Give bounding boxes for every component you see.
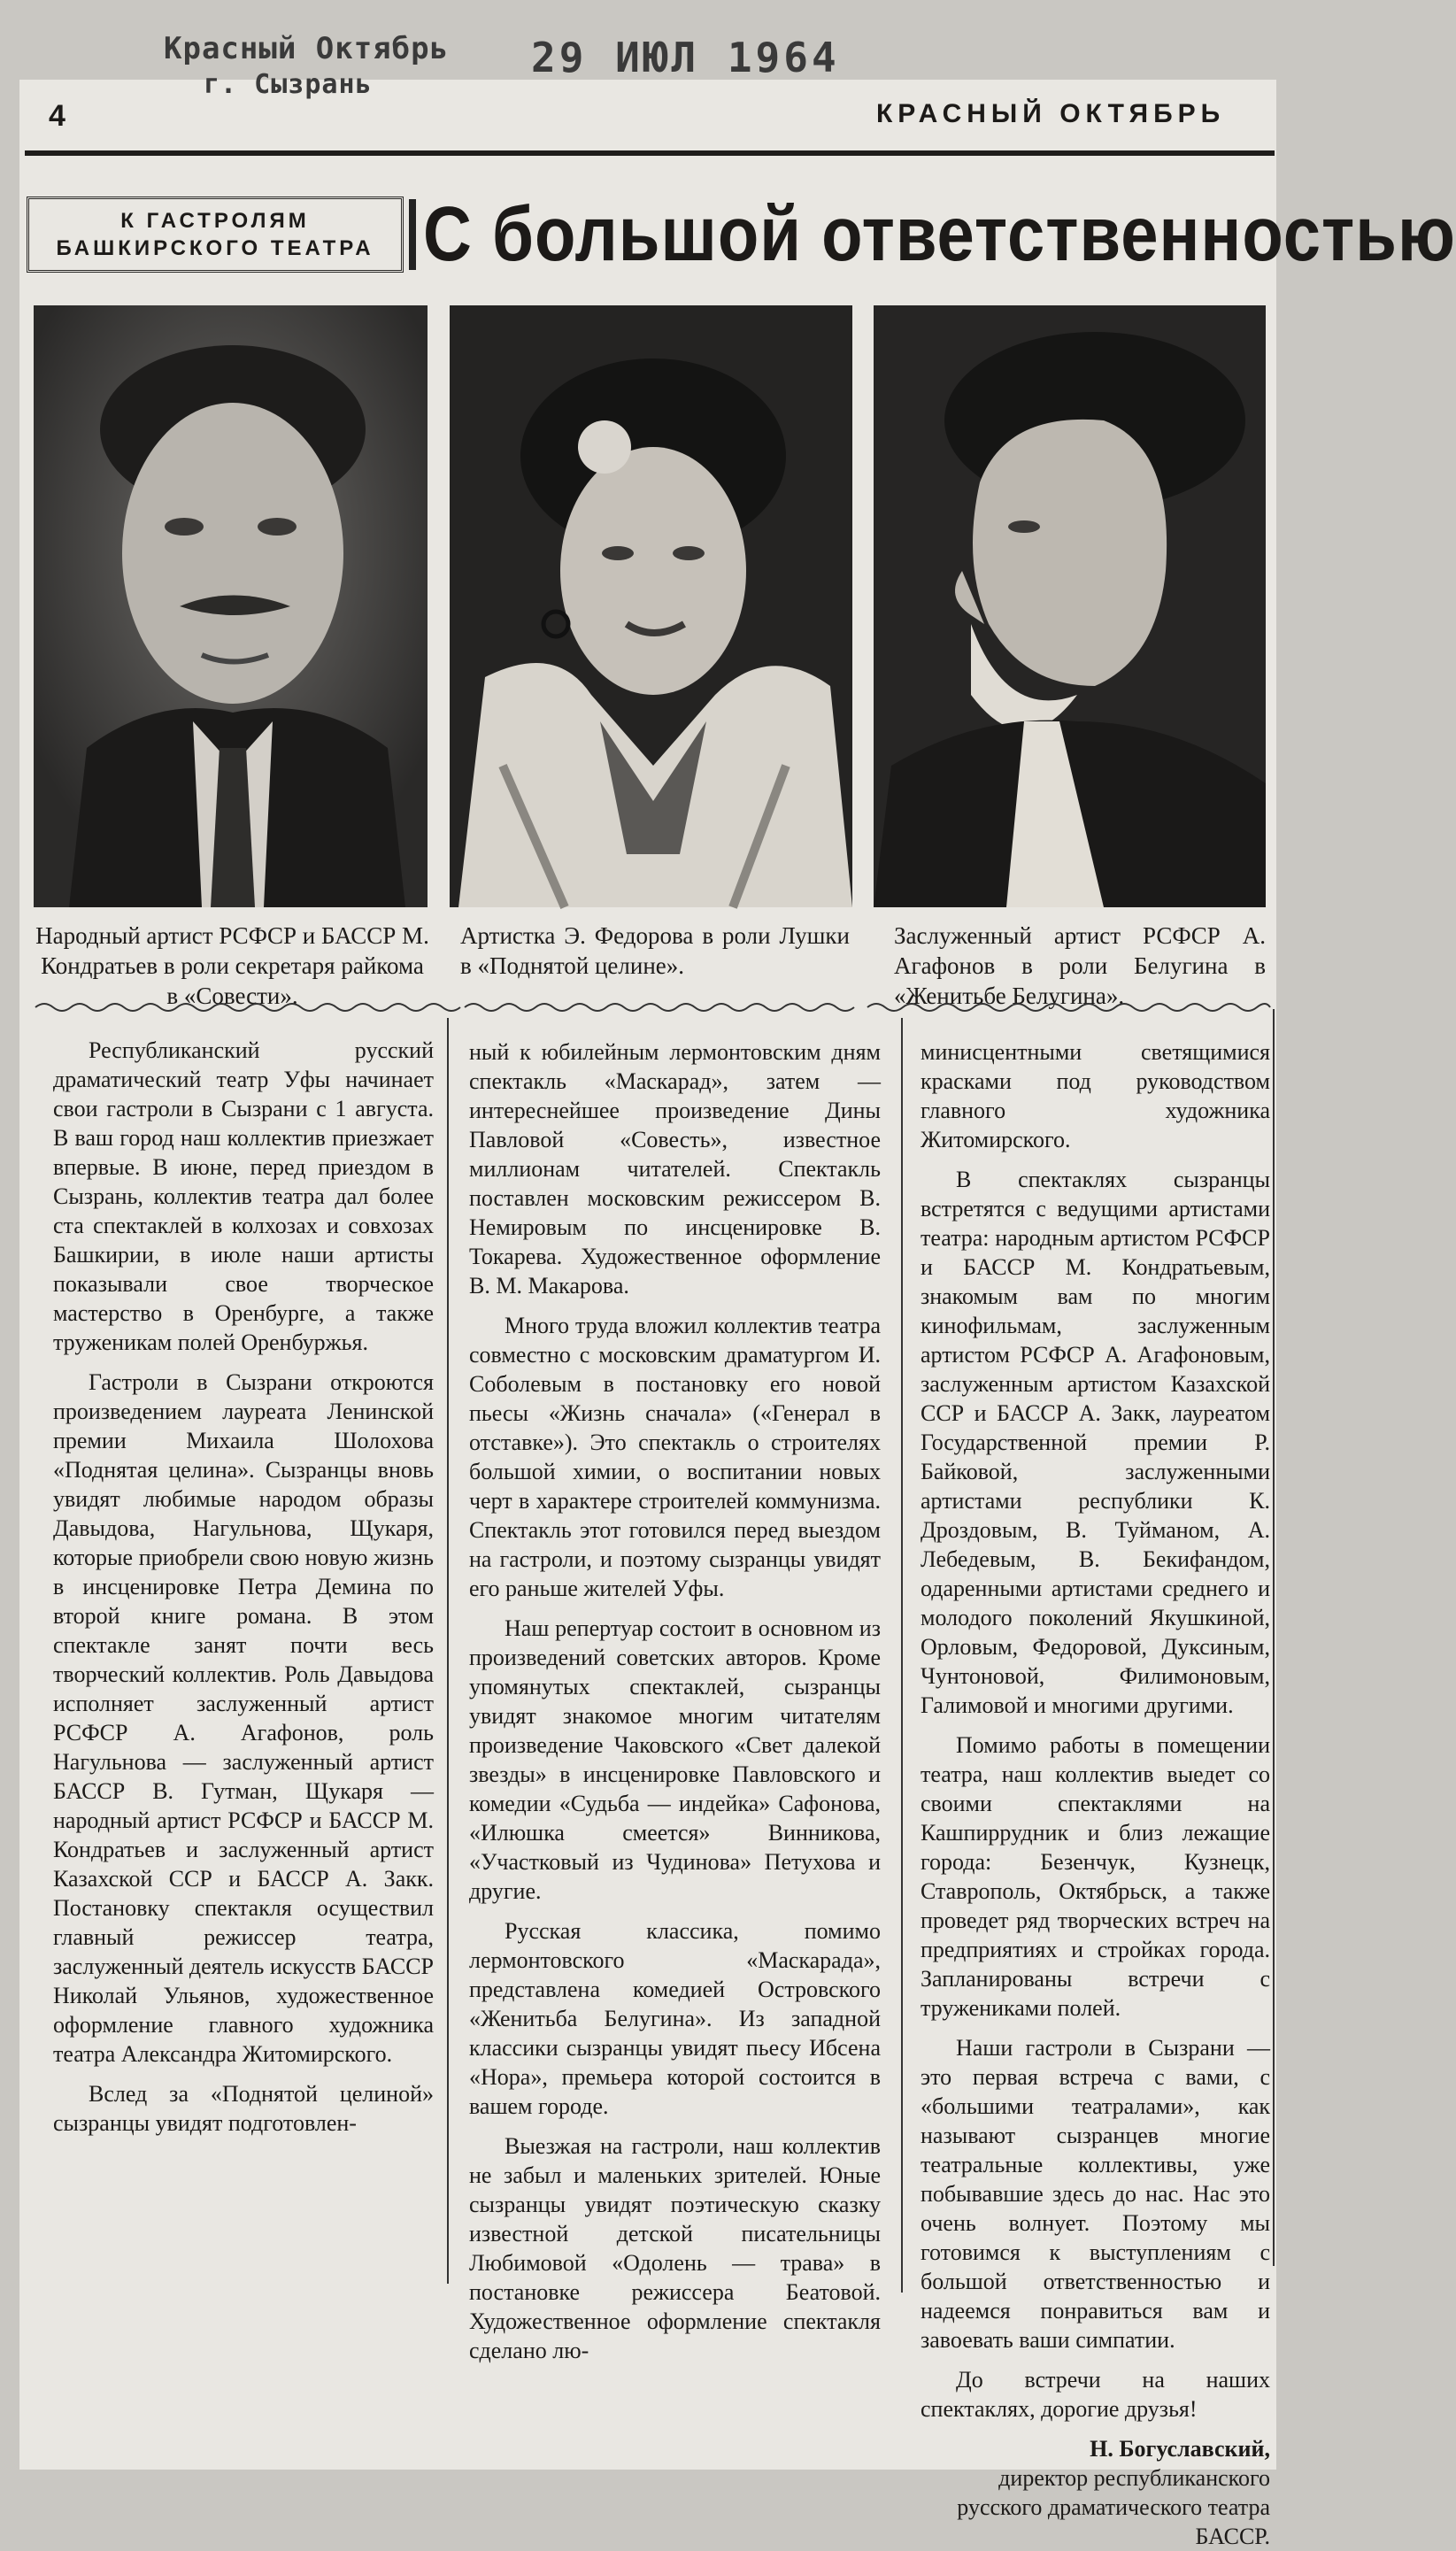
stamp-city: г. Сызрань <box>204 69 373 100</box>
paragraph: Вслед за «Поднятой целиной» сызранцы увидят подготовлен- <box>53 2081 434 2136</box>
paragraph: До встречи на наших спектаклях, дорогие друзья! <box>921 2367 1270 2422</box>
paragraph: Наш репертуар состоит в основном из произведений советских авторов. Кроме упомянутых спектаклей, сызранцы увидят знакомое многим читателям произведение Чаковского «Свет далекой звезды» в инсценировке Павловского и комедии «Судьба — индейка» Сафонова, «Илюшка смеется» Винникова, «Участковый из Чудинова» Петухова и другие. <box>469 1615 881 1904</box>
caption-photo-1: Народный артист РСФСР и БАССР М. Кондратьев в роли секретаря райкома в «Совести». <box>35 922 429 1009</box>
paragraph: Помимо работы в помещении театра, наш коллектив выедет со своими спектаклями на Кашпиррудник и близ лежащие города: Безенчук, Кузнецк, Ставрополь, Октябрьск, а также проведет ряд творческих встреч на предприятиях и стройках города. Запланированы встречи с тружениками полей. <box>921 1732 1270 2021</box>
paragraph: Наши гастроли в Сызрани — это первая встреча с вами, с «большими театралами», как называют сызранцев многие театральные коллективы, уже побывавшие здесь до нас. Нас это очень волнует. Поэтому мы готовимся к выступлениям с большой ответственностью и надеемся понравиться вам и завоевать ваши симпатии. <box>921 2035 1270 2353</box>
article-column-2 <box>469 1037 881 2471</box>
article-column-1 <box>53 1036 434 2266</box>
signature-block <box>921 2434 1270 2551</box>
caption-photo-2: Артистка Э. Федорова в роли Лушки в «Поднятой целине». <box>460 922 850 979</box>
section-kicker <box>27 197 404 273</box>
signature-name: Н. Богуславский, <box>1090 2436 1270 2462</box>
photo-agafonov <box>874 305 1266 907</box>
paragraph: Русская классика, помимо лермонтовского «Маскарада», представлена комедией Островского «Женитьба Белугина». Из западной классики сызранцы увидят пьесу Ибсена «Нора», премьера которой состоится в вашем городе. <box>469 1918 881 2119</box>
wavy-separator-left <box>35 998 460 1016</box>
kicker-line-2: БАШКИРСКОГО ТЕАТРА <box>56 236 374 260</box>
wavy-separator-right <box>867 998 1270 1016</box>
wavy-separator-middle <box>465 998 854 1016</box>
photo-kondratyev <box>34 305 428 907</box>
masthead: КРАСНЫЙ ОКТЯБРЬ <box>876 99 1226 128</box>
headline: С большой ответственностью <box>423 190 1456 278</box>
paragraph: Гастроли в Сызрани откроются произведением лауреата Ленинской премии Михаила Шолохова «Поднятая целина». Сызранцы вновь увидят любимые народом образы Давыдова, Нагульнова, Щукаря, которые приобрели свою новую жизнь в инсценировке Петра Демина по второй книге романа. В этом спектакле занят почти весь творческий коллектив. Роль Давыдова исполняет заслуженный артист РСФСР А. Агафонов, роль Нагульнова — заслуженный артист БАССР В. Гутман, Щукаря — народный артист РСФСР и БАССР М. Кондратьев и заслуженный артист Казахской ССР и БАССР А. Закк. Постановку спектакля осуществил главный режиссер театра, заслуженный деятель искусств БАССР Николай Ульянов, художественное оформление главного художника театра Александра Житомирского. <box>53 1369 434 2067</box>
page-number: 4 <box>49 99 65 133</box>
photo-fedorova <box>450 305 852 907</box>
paragraph: Много труда вложил коллектив театра совместно с московским драматургом И. Соболевым в постановку его новой пьесы «Жизнь сначала» («Генерал в отставке»). Это спектакль о строителях большой химии, о воспитании новых черт в характере строителей коммунизма. Спектакль этот готовился перед выездом на гастроли, и поэтому сызранцы увидят его раньше жителей Уфы. <box>469 1313 881 1601</box>
column-rule-2 <box>901 1018 903 2293</box>
headline-divider <box>409 199 416 270</box>
header-rule <box>25 150 1275 156</box>
paragraph: минисцентными светящимися красками под руководством главного художника Житомирского. <box>921 1039 1270 1152</box>
stamp-date: 29 ИЮЛ 1964 <box>531 34 840 81</box>
stamp-newspaper-name: Красный Октябрь <box>164 31 450 66</box>
paragraph: Республиканский русский драматический театр Уфы начинает свои гастроли в Сызрани с 1 августа. В ваш город наш коллектив приезжает впервые. В июне, перед приездом в Сызрань, коллектив театра дал более ста спектаклей в колхозах и совхозах Башкирии, в июле наши артисты показывали свое творческое мастерство в Оренбурге, а также труженикам полей Оренбуржья. <box>53 1037 434 1355</box>
column-rule-1 <box>447 1018 449 2284</box>
article-column-3 <box>921 1037 1270 2549</box>
caption-photo-3: Заслуженный артист РСФСР А. Агафонов в роли Белугина в «Женитьбе Белугина». <box>894 922 1266 1009</box>
kicker-line-1: К ГАСТРОЛЯМ <box>120 208 310 233</box>
signature-title: директор республиканского русского драматического театра БАССР. <box>957 2465 1270 2549</box>
paragraph: ный к юбилейным лермонтовским дням спектакль «Маскарад», затем — интереснейшее произведение Дины Павловой «Совесть», известное миллионам читателей. Спектакль поставлен московским режиссером В. Немировым по инсценировке В. Токарева. Художественное оформление В. М. Макарова. <box>469 1039 881 1299</box>
paragraph: Выезжая на гастроли, наш коллектив не забыл и маленьких зрителей. Юные сызранцы увидят поэтическую сказку известной детской писательницы Любимовой «Одолень — трава» в постановке режиссера Беатовой. Художественное оформление спектакля сделано лю- <box>469 2133 881 2363</box>
paragraph: В спектаклях сызранцы встретятся с ведущими артистами театра: народным артистом РСФСР и БАССР М. Кондратьевым, знакомым вам по многим кинофильмам, заслуженным артистом РСФСР А. Агафоновым, заслуженным артистом Казахской ССР и БАССР А. Закк, лауреатом Государственной премии Р. Байковой, заслуженными артистами республики К. Дроздовым, В. Туйманом, А. Лебедевым, В. Бекифандом, одаренными артистами среднего и молодого поколений Якушкиной, Орловым, Федоровой, Дуксиным, Чунтоновой, Филимоновым, Галимовой и многими другими. <box>921 1167 1270 1718</box>
